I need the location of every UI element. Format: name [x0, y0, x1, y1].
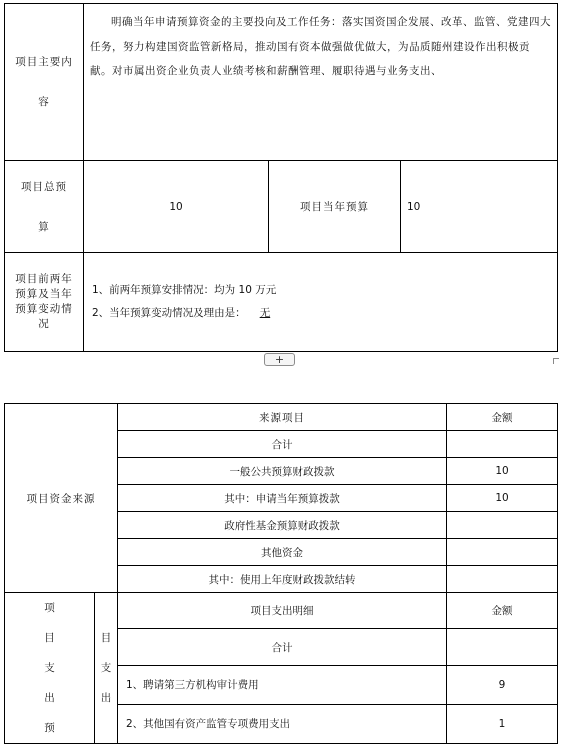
total-budget-label: 项目总预算	[21, 180, 67, 233]
funding-row-name: 其中：使用上年度财政拨款结转	[118, 566, 447, 593]
funding-row-amount	[447, 539, 558, 566]
history-line-2-prefix: 2、当年预算变动情况及理由是：	[92, 307, 246, 319]
funding-row-name: 其中：申请当年预算拨款	[118, 485, 447, 512]
expand-button[interactable]: +	[264, 353, 295, 366]
expense-row-amount	[447, 629, 558, 665]
expense-row-amount: 1	[447, 704, 558, 743]
expense-row-name: 2、其他国有资产监管专项费用支出	[118, 704, 447, 743]
vertical-char: 目	[44, 632, 55, 644]
vertical-char: 目	[100, 632, 112, 644]
funding-row-name: 合计	[118, 431, 447, 458]
expense-row-name: 合计	[118, 629, 447, 665]
main-content-label: 项目主要内容	[15, 56, 73, 108]
main-content-cell	[84, 4, 558, 161]
col-amount-header: 金额	[447, 404, 558, 431]
current-year-budget-label: 项目当年预算	[269, 161, 401, 253]
expense-label	[5, 593, 95, 744]
project-info-table	[4, 3, 558, 352]
vertical-char: 出	[44, 692, 55, 704]
funding-row-amount	[447, 512, 558, 539]
funding-row-name: 政府性基金预算财政拨款	[118, 512, 447, 539]
col-amount2-header: 金额	[447, 593, 558, 629]
history-line-1: 1、前两年预算安排情况：均为 10 万元	[92, 284, 277, 296]
history-cell	[84, 253, 558, 352]
history-line-2-value: 无	[259, 307, 271, 319]
expense-sub-label	[95, 593, 118, 744]
funding-source-label: 项目资金来源	[5, 404, 118, 593]
page-corner-mark	[553, 358, 559, 364]
funding-table	[4, 403, 558, 744]
history-label-cell	[5, 253, 84, 352]
col-source-header: 来源项目	[118, 404, 447, 431]
funding-row-amount: 10	[447, 485, 558, 512]
vertical-char: 支	[100, 662, 112, 674]
current-year-budget-value: 10	[401, 161, 558, 253]
expense-row-name: 1、聘请第三方机构审计费用	[118, 665, 447, 704]
col-detail-header: 项目支出明细	[118, 593, 447, 629]
vertical-char: 预	[44, 722, 55, 734]
funding-row-amount: 10	[447, 458, 558, 485]
expense-sub-label-chars	[95, 623, 117, 713]
vertical-char: 项	[44, 602, 55, 614]
total-budget-label-cell	[5, 161, 84, 253]
funding-row-name: 一般公共预算财政拨款	[118, 458, 447, 485]
history-label: 项目前两年预算及当年预算变动情况	[15, 273, 73, 330]
history-line-2	[84, 302, 557, 325]
vertical-char: 支	[44, 662, 55, 674]
total-budget-value: 10	[84, 161, 269, 253]
funding-row-name: 其他资金	[118, 539, 447, 566]
funding-row-amount	[447, 431, 558, 458]
vertical-char: 出	[100, 692, 112, 704]
main-content-label-cell	[5, 4, 84, 161]
expense-label-chars	[5, 593, 94, 743]
funding-row-amount	[447, 566, 558, 593]
main-content-text: 明确当年申请预算资金的主要投向及工作任务：落实国资国企发展、改革、监管、党建四大任务，努力构建国资监管新格局，推动国有资本做强做优做大，为品质随州建设作出积极贡献。对市属出资企业负责人业绩考核和薪酬管理、履职待遇与业务支出、	[90, 16, 551, 77]
expense-row-amount: 9	[447, 665, 558, 704]
